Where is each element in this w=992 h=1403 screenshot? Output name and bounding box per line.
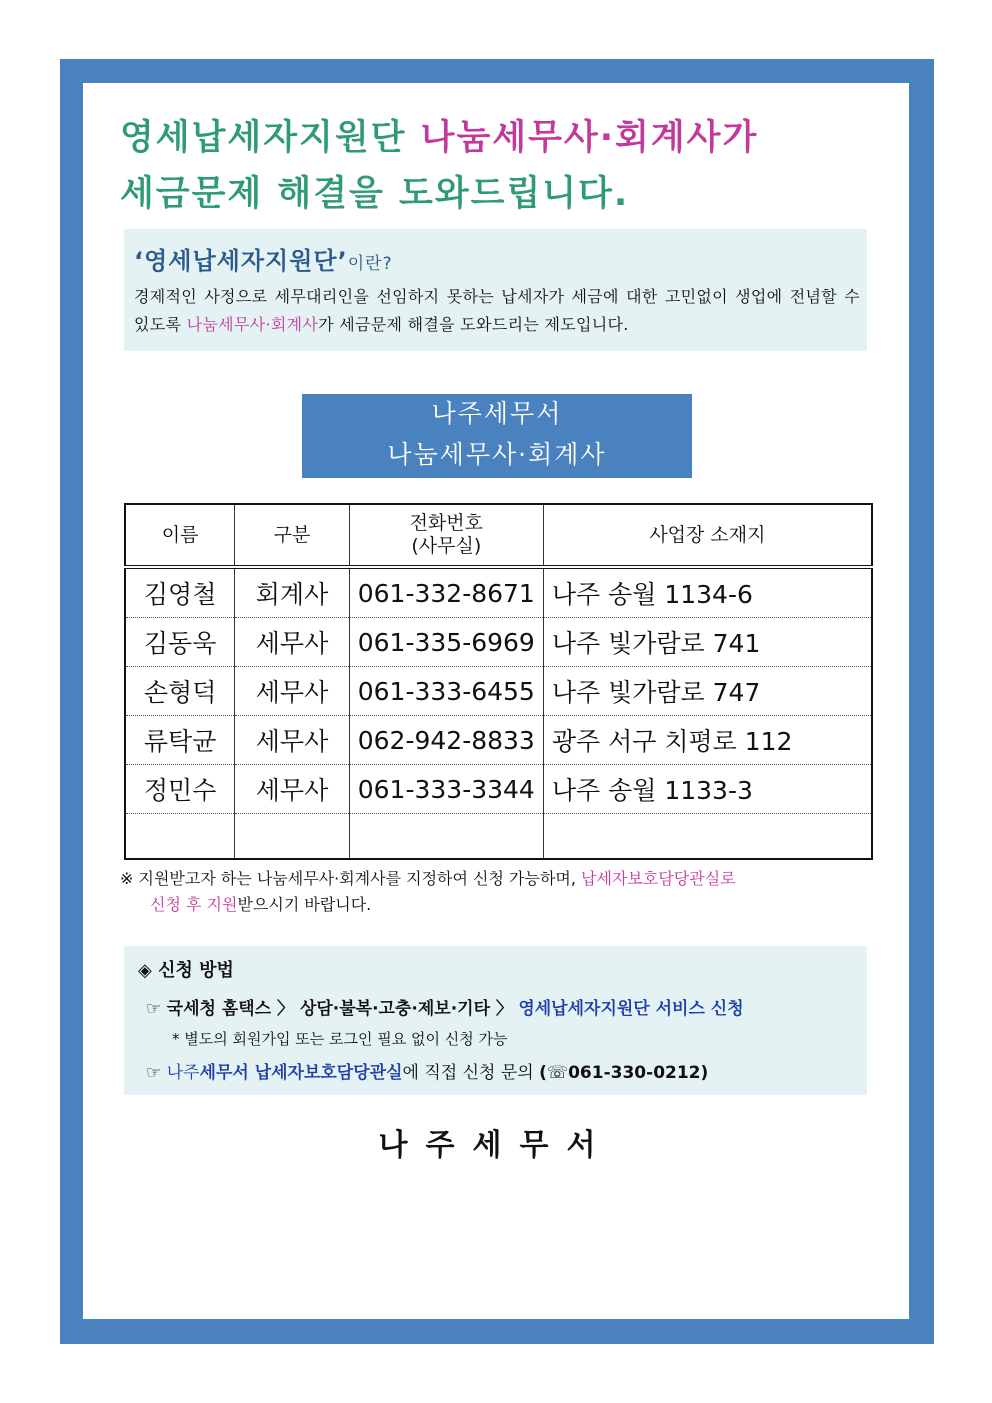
method-step3-c: 에 직접 신청 문의	[402, 1063, 540, 1083]
method-step-note: * 별도의 회원가입 또는 로그인 필요 없이 신청 가능	[172, 1030, 508, 1048]
method-step-office	[146, 1058, 708, 1083]
header-type: 구분	[235, 504, 349, 567]
cell-phone: 061-335-6969	[349, 618, 543, 667]
office-banner	[302, 394, 692, 478]
headline-line1-part1: 영세납세자지원단	[120, 118, 421, 158]
headline-line2: 세금문제 해결을 도와드립니다.	[120, 174, 630, 214]
cell-name: 류탁균	[125, 716, 235, 765]
cell-type: 회계사	[235, 567, 349, 618]
method-step3-b: 세무서 납세자보호담당관실	[199, 1063, 403, 1083]
method-step1-path: 국세청 홈택스 〉 상담·불복·고충·제보·기타 〉	[166, 999, 513, 1019]
cell-type: 세무사	[235, 716, 349, 765]
cell-phone: 061-333-3344	[349, 765, 543, 814]
header-phone	[349, 504, 543, 567]
notice-part1: ※ 지원받고자 하는 나눔세무사·회계사를 지정하여 신청 가능하며,	[120, 869, 582, 888]
notice-line1	[120, 866, 880, 892]
intro-body-part2: 가 세금문제 해결을 도와드리는 제도입니다.	[318, 315, 629, 334]
pointing-hand-icon: ☞	[146, 1063, 162, 1083]
table-row	[125, 716, 872, 765]
intro-body-part1: 경제적인 사정으로 세무대리인을 선임하지 못하는 납세자가 세금에 대한 고민없이 생업에 전념할 수 있도록	[134, 287, 860, 334]
notice-highlight1: 납세자보호담당관실로	[581, 869, 736, 888]
header-address: 사업장 소재지	[543, 504, 872, 567]
cell-type: 세무사	[235, 618, 349, 667]
headline-line1	[120, 110, 900, 166]
intro-body	[134, 283, 860, 339]
table-header-row	[125, 504, 872, 567]
table-row-empty	[125, 814, 872, 860]
notice-highlight2: 신청 후 지원	[150, 895, 238, 914]
table-row	[125, 667, 872, 716]
intro-body-highlight: 나눔세무사·회계사	[186, 315, 319, 334]
banner-line2: 나눔세무사·회계사	[387, 440, 607, 469]
method-step3-phone: (☏061-330-0212)	[539, 1063, 709, 1083]
intro-box	[124, 229, 867, 351]
cell-empty	[543, 814, 872, 860]
cell-name: 손형덕	[125, 667, 235, 716]
cell-empty	[235, 814, 349, 860]
cell-phone: 062-942-8833	[349, 716, 543, 765]
cell-empty	[125, 814, 235, 860]
notice-line2	[120, 892, 880, 918]
cell-type: 세무사	[235, 667, 349, 716]
table-row	[125, 567, 872, 618]
banner-line1: 나주세무서	[431, 399, 563, 428]
header-phone-line2: (사무실)	[411, 535, 482, 557]
cell-address: 나주 송월 1134-6	[543, 567, 872, 618]
cell-name: 김영철	[125, 567, 235, 618]
intro-title	[134, 241, 393, 276]
headline-line1-part2: 나눔세무사·회계사가	[420, 118, 759, 158]
method-step1-target: 영세납세자지원단 서비스 신청	[518, 999, 744, 1019]
pointing-hand-icon: ☞	[146, 999, 162, 1019]
cell-address: 광주 서구 치평로 112	[543, 716, 872, 765]
table-row	[125, 618, 872, 667]
notice-part2: 받으시기 바랍니다.	[237, 895, 372, 914]
application-method-box	[124, 946, 867, 1095]
cell-name: 정민수	[125, 765, 235, 814]
notice	[120, 866, 880, 918]
intro-title-text: ‘영세납세자지원단’	[134, 247, 348, 275]
intro-title-suffix: 이란?	[347, 254, 393, 274]
cell-empty	[349, 814, 543, 860]
headline	[120, 110, 900, 222]
cell-name: 김동욱	[125, 618, 235, 667]
header-phone-line1: 전화번호	[409, 512, 483, 534]
cell-type: 세무사	[235, 765, 349, 814]
cell-phone: 061-333-6455	[349, 667, 543, 716]
header-name: 이름	[125, 504, 235, 567]
method-step3-a: 나주	[166, 1063, 200, 1083]
cell-phone: 061-332-8671	[349, 567, 543, 618]
advisor-table	[124, 503, 873, 860]
method-title: ◈ 신청 방법	[138, 960, 234, 981]
table-row	[125, 765, 872, 814]
method-step-hometax	[146, 994, 744, 1019]
footer-office-name: 나주세무서	[378, 1128, 614, 1163]
cell-address: 나주 빛가람로 741	[543, 618, 872, 667]
cell-address: 나주 빛가람로 747	[543, 667, 872, 716]
cell-address: 나주 송월 1133-3	[543, 765, 872, 814]
